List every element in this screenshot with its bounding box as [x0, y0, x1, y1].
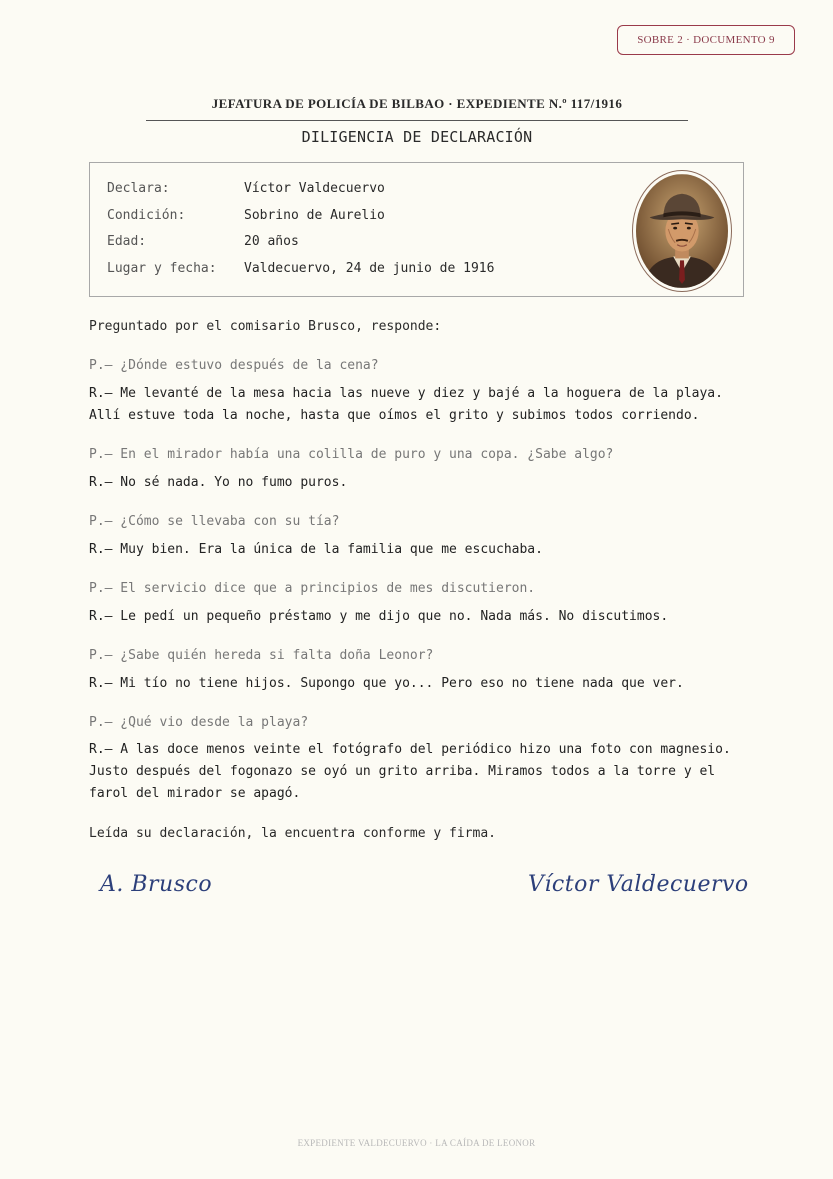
signature-brusco: A. Brusco — [100, 872, 213, 897]
question-5: P.— ¿Sabe quién hereda si falta doña Leonor? — [89, 648, 434, 663]
answer-1: R.— Me levanté de la mesa hacia las nueve y diez y bajé a la hoguera de la playa. Allí estuve toda la noche, hasta que oímos el grito y subimos todos corriendo. — [89, 386, 723, 423]
info-value: Sobrino de Aurelio — [244, 208, 385, 223]
answer-6: R.— A las doce menos veinte el fotógrafo del periódico hizo una foto con magnesio. Justo después del fogonazo se oyó un grito arriba. Miramos todos a la torre y el farol del mirador se apagó. — [89, 742, 731, 801]
info-value: Valdecuervo, 24 de junio de 1916 — [244, 261, 495, 276]
info-label: Edad: — [107, 234, 147, 249]
info-label: Condición: — [107, 208, 186, 223]
info-value: Víctor Valdecuervo — [244, 181, 385, 196]
document-title: DILIGENCIA DE DECLARACIÓN — [301, 128, 533, 146]
declarant-portrait — [632, 170, 732, 292]
answer-3: R.— Muy bien. Era la única de la familia que me escuchaba. — [89, 542, 543, 557]
document-badge: SOBRE 2 · DOCUMENTO 9 — [617, 25, 795, 55]
intro-line: Preguntado por el comisario Brusco, responde: — [89, 319, 442, 334]
question-3: P.— ¿Cómo se llevaba con su tía? — [89, 514, 340, 529]
signature-valdecuervo: Víctor Valdecuervo — [528, 872, 749, 897]
info-value: 20 años — [244, 234, 299, 249]
question-4: P.— El servicio dice que a principios de mes discutieron. — [89, 581, 536, 596]
info-label: Lugar y fecha: — [107, 261, 217, 276]
question-6: P.— ¿Qué vio desde la playa? — [89, 715, 309, 730]
question-2: P.— En el mirador había una colilla de puro y una copa. ¿Sabe algo? — [89, 447, 614, 462]
declarant-info-box — [89, 162, 744, 297]
closing-line: Leída su declaración, la encuentra conforme y firma. — [89, 826, 496, 841]
police-header: JEFATURA DE POLICÍA DE BILBAO · EXPEDIENTE N.º 117/1916 — [211, 96, 623, 111]
question-1: P.— ¿Dónde estuvo después de la cena? — [89, 358, 379, 373]
answer-2: R.— No sé nada. Yo no fumo puros. — [89, 475, 348, 490]
info-label: Declara: — [107, 181, 170, 196]
page-footer: EXPEDIENTE VALDECUERVO · LA CAÍDA DE LEONOR — [297, 1138, 536, 1148]
answer-5: R.— Mi tío no tiene hijos. Supongo que yo... Pero eso no tiene nada que ver. — [89, 676, 684, 691]
portrait-illustration — [636, 174, 728, 288]
answer-4: R.— Le pedí un pequeño préstamo y me dijo que no. Nada más. No discutimos. — [89, 609, 669, 624]
header-rule — [146, 120, 688, 121]
